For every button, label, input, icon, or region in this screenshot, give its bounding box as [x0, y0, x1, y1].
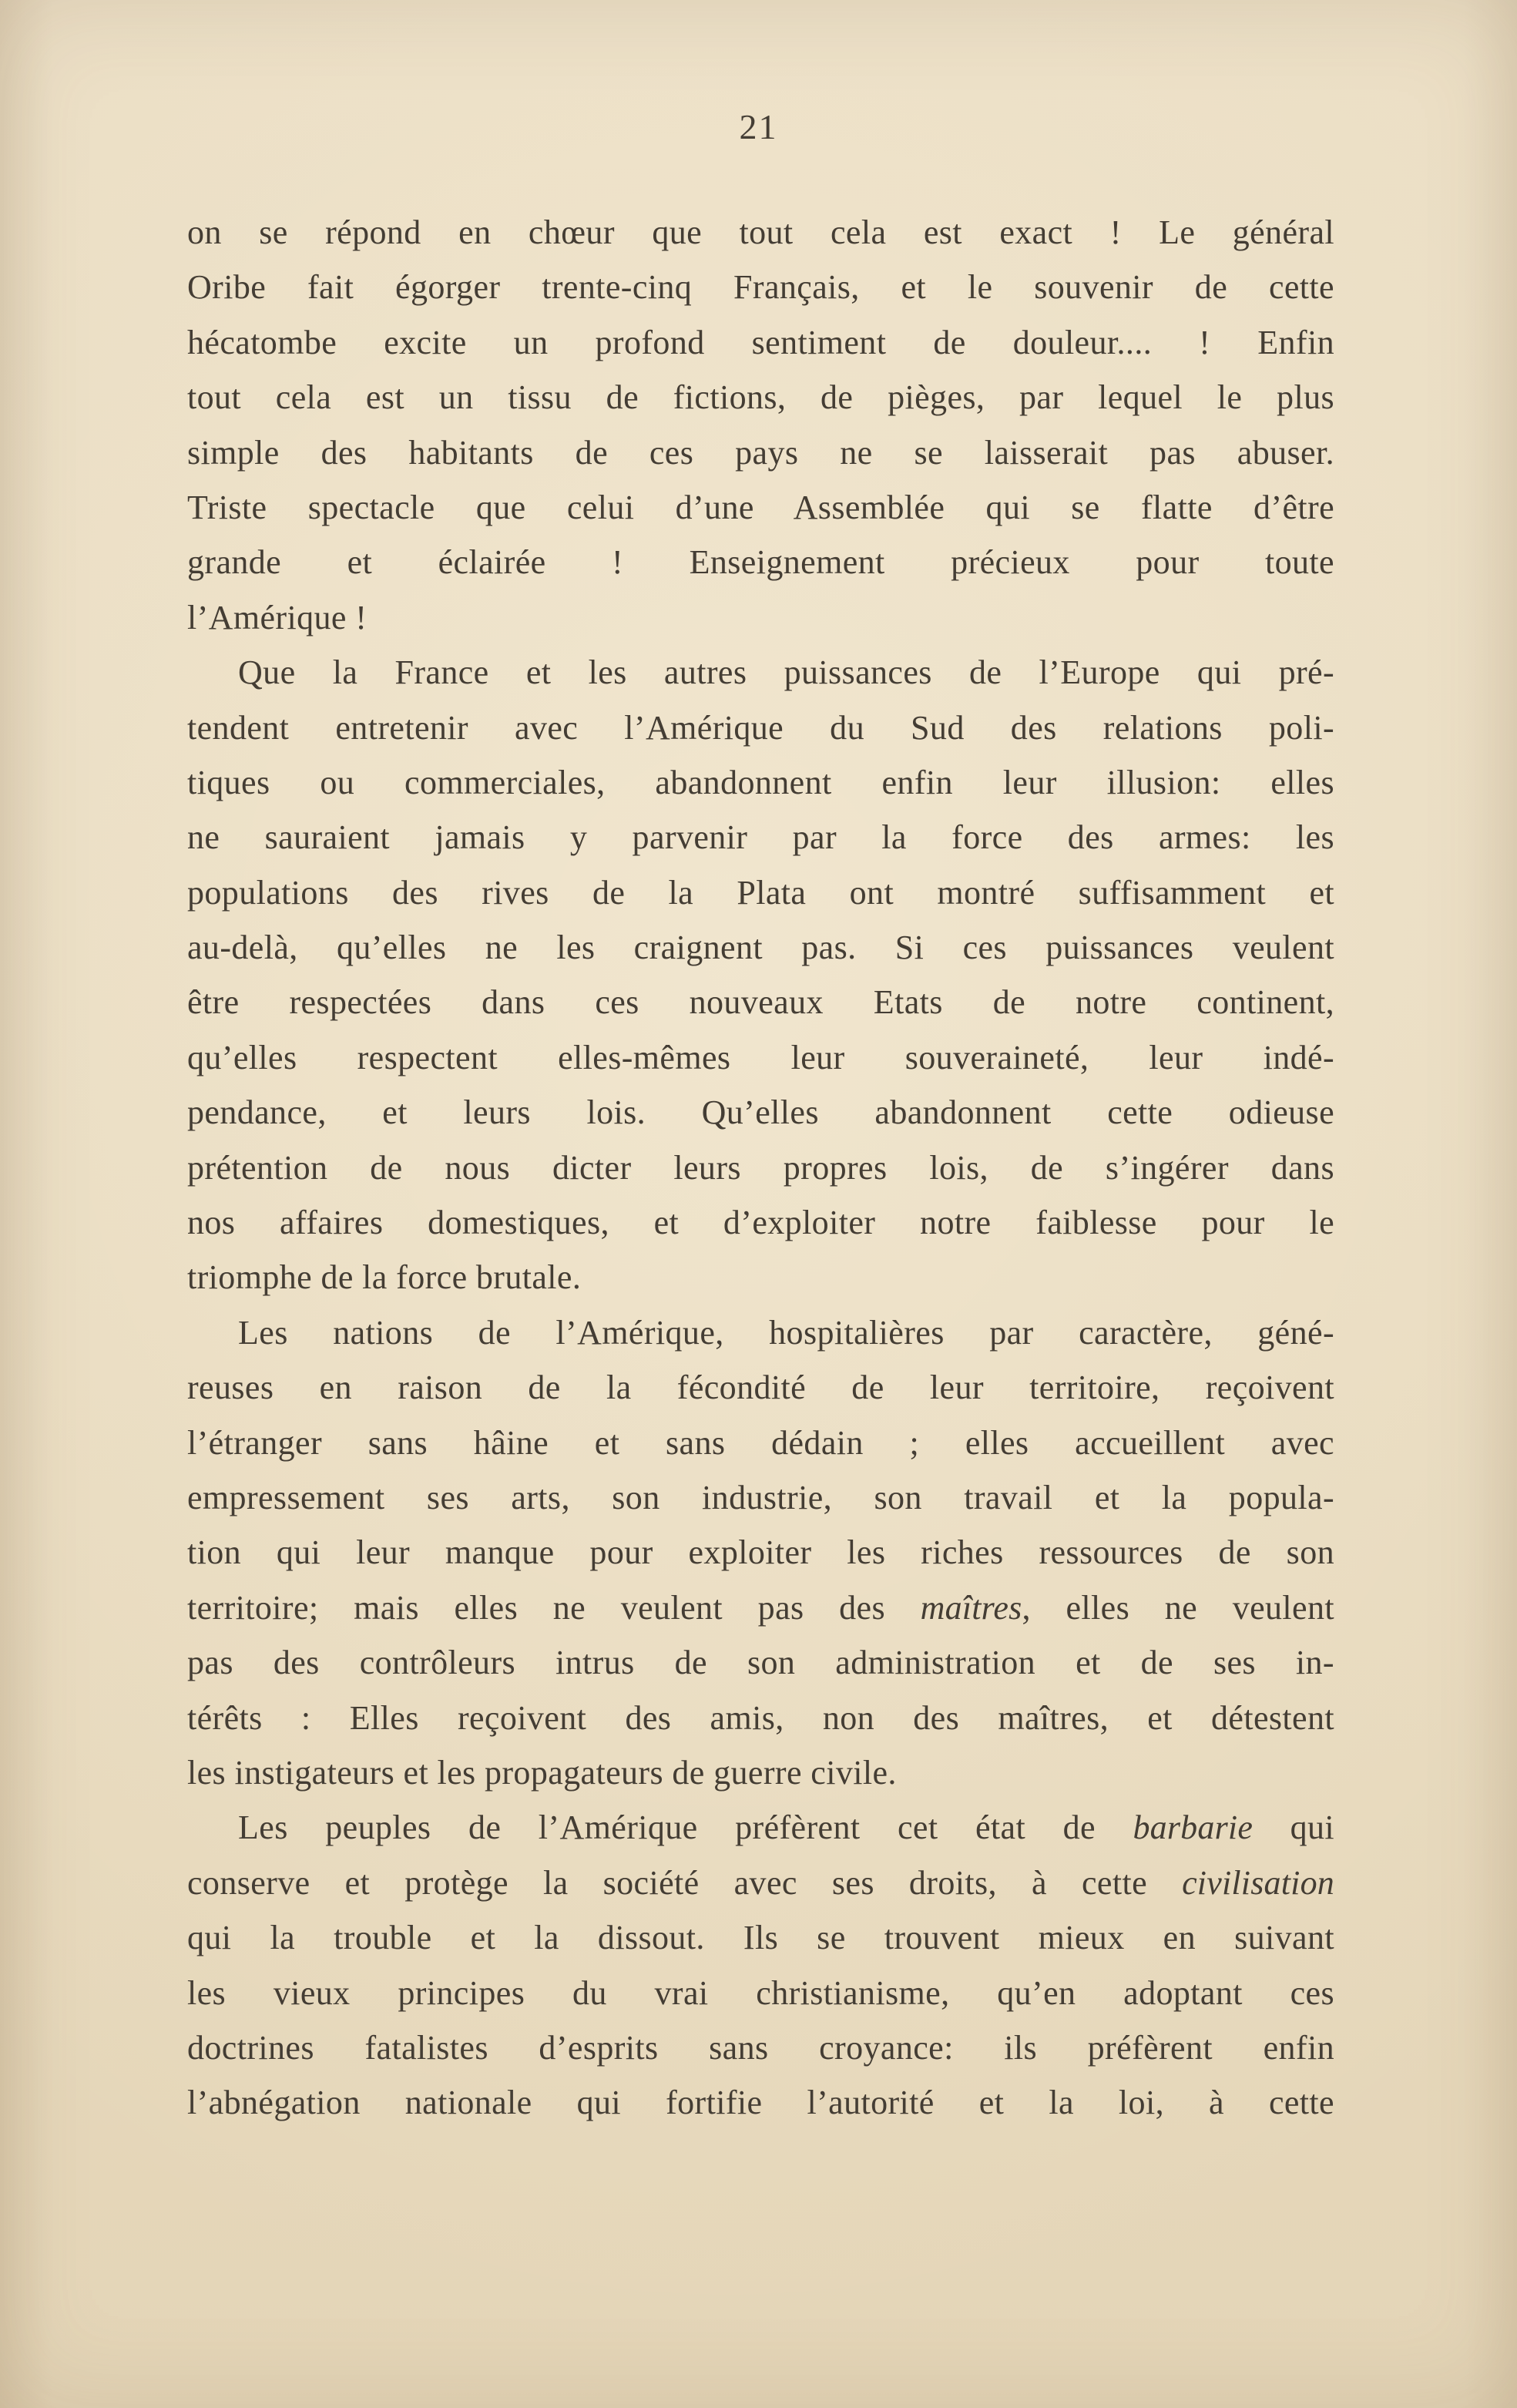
- text-block: [187, 205, 1334, 2131]
- text-segment: Oribe fait égorger trente-cinq Français, et le souvenir de cette: [187, 268, 1334, 307]
- text-segment: Triste spectacle que celui d’une Assemblée qui se flatte d’être: [187, 488, 1334, 526]
- text-segment: empressement ses arts, son industrie, son travail et la popula-: [187, 1478, 1334, 1516]
- text-segment: pas des contrôleurs intrus de son administration et de ses in-: [187, 1644, 1334, 1682]
- text-segment: Que la France et les autres puissances de l’Europe qui pré-: [238, 653, 1334, 692]
- text-segment: hécatombe excite un profond sentiment de douleur.... ! Enfin: [187, 323, 1334, 361]
- text-segment: l’Amérique !: [187, 598, 368, 636]
- text-segment: ne sauraient jamais y parvenir par la force des armes: les: [187, 818, 1334, 857]
- text-line: [187, 425, 1334, 480]
- text-line: [187, 1416, 1334, 1470]
- text-segment: tendent entretenir avec l’Amérique du Sud des relations poli-: [187, 708, 1334, 747]
- text-line: [187, 1580, 1334, 1635]
- text-line: [187, 1305, 1334, 1360]
- text-segment: qui: [1253, 1809, 1334, 1847]
- text-line: [187, 755, 1334, 810]
- text-line: [187, 1856, 1334, 1910]
- text-line: [187, 1745, 1334, 1800]
- text-segment: triomphe de la force brutale.: [187, 1258, 582, 1297]
- text-line: [187, 1966, 1334, 2020]
- text-line: [187, 205, 1334, 260]
- text-segment: on se répond en chœur que tout cela est exact ! Le général: [187, 213, 1334, 251]
- text-segment: simple des habitants de ces pays ne se laisserait pas abuser.: [187, 433, 1334, 472]
- italic-text: civilisation: [1182, 1863, 1334, 1902]
- text-segment: grande et éclairée ! Enseignement précieux pour toute: [187, 543, 1334, 582]
- text-segment: tion qui leur manque pour exploiter les riches ressources de son: [187, 1533, 1334, 1572]
- text-segment: qu’elles respectent elles-mêmes leur souveraineté, leur indé-: [187, 1038, 1334, 1076]
- text-segment: Les nations de l’Amérique, hospitalières par caractère, géné-: [238, 1313, 1334, 1352]
- text-segment: les instigateurs et les propagateurs de guerre civile.: [187, 1753, 897, 1792]
- text-line: [187, 1085, 1334, 1140]
- text-line: [187, 1525, 1334, 1580]
- text-line: [187, 645, 1334, 700]
- text-line: [187, 920, 1334, 975]
- text-segment: Les peuples de l’Amérique préfèrent cet état de: [238, 1809, 1133, 1847]
- text-line: [187, 590, 1334, 645]
- text-line: [187, 2075, 1334, 2130]
- text-line: [187, 1030, 1334, 1085]
- page-number: 21: [739, 107, 778, 146]
- text-segment: qui la trouble et la dissout. Ils se trouvent mieux en suivant: [187, 1919, 1334, 1957]
- text-segment: l’abnégation nationale qui fortifie l’autorité et la loi, à cette: [187, 2084, 1334, 2122]
- text-line: [187, 1140, 1334, 1195]
- text-line: [187, 315, 1334, 370]
- text-line: [187, 1910, 1334, 1965]
- text-segment: conserve et protège la société avec ses droits, à cette: [187, 1863, 1183, 1902]
- text-segment: territoire; mais elles ne veulent pas des: [187, 1588, 921, 1627]
- text-segment: les vieux principes du vrai christianisme, qu’en adoptant ces: [187, 1973, 1334, 2012]
- text-line: [187, 1635, 1334, 1690]
- text-line: [187, 480, 1334, 535]
- text-line: [187, 1195, 1334, 1250]
- text-segment: doctrines fatalistes d’esprits sans croyance: ils préfèrent enfin: [187, 2028, 1334, 2067]
- text-segment: nos affaires domestiques, et d’exploiter notre faiblesse pour le: [187, 1204, 1334, 1242]
- italic-text: maîtres: [920, 1588, 1022, 1627]
- text-line: [187, 2020, 1334, 2075]
- text-segment: populations des rives de la Plata ont montré suffisamment et: [187, 873, 1334, 912]
- text-segment: tout cela est un tissu de fictions, de pièges, par lequel le plus: [187, 378, 1334, 417]
- text-line: [187, 535, 1334, 589]
- text-line: [187, 865, 1334, 920]
- text-segment: pendance, et leurs lois. Qu’elles abandonnent cette odieuse: [187, 1093, 1334, 1132]
- text-line: [187, 1470, 1334, 1525]
- text-segment: l’étranger sans hâine et sans dédain ; elles accueillent avec: [187, 1423, 1334, 1462]
- text-line: [187, 975, 1334, 1029]
- text-line: [187, 700, 1334, 755]
- text-segment: prétention de nous dicter leurs propres lois, de s’ingérer dans: [187, 1148, 1334, 1187]
- text-line: [187, 810, 1334, 865]
- text-line: [187, 1360, 1334, 1415]
- text-line: [187, 1691, 1334, 1745]
- text-line: [187, 1800, 1334, 1855]
- text-segment: reuses en raison de la fécondité de leur territoire, reçoivent: [187, 1369, 1334, 1407]
- text-segment: au-delà, qu’elles ne les craignent pas. Si ces puissances veulent: [187, 929, 1334, 967]
- text-line: [187, 260, 1334, 314]
- text-segment: , elles ne veulent: [1022, 1588, 1335, 1627]
- text-segment: térêts : Elles reçoivent des amis, non des maîtres, et détestent: [187, 1698, 1334, 1737]
- italic-text: barbarie: [1133, 1809, 1254, 1847]
- text-segment: tiques ou commerciales, abandonnent enfin leur illusion: elles: [187, 763, 1334, 801]
- text-line: [187, 1250, 1334, 1305]
- text-segment: être respectées dans ces nouveaux Etats de notre continent,: [187, 983, 1334, 1022]
- text-line: [187, 370, 1334, 425]
